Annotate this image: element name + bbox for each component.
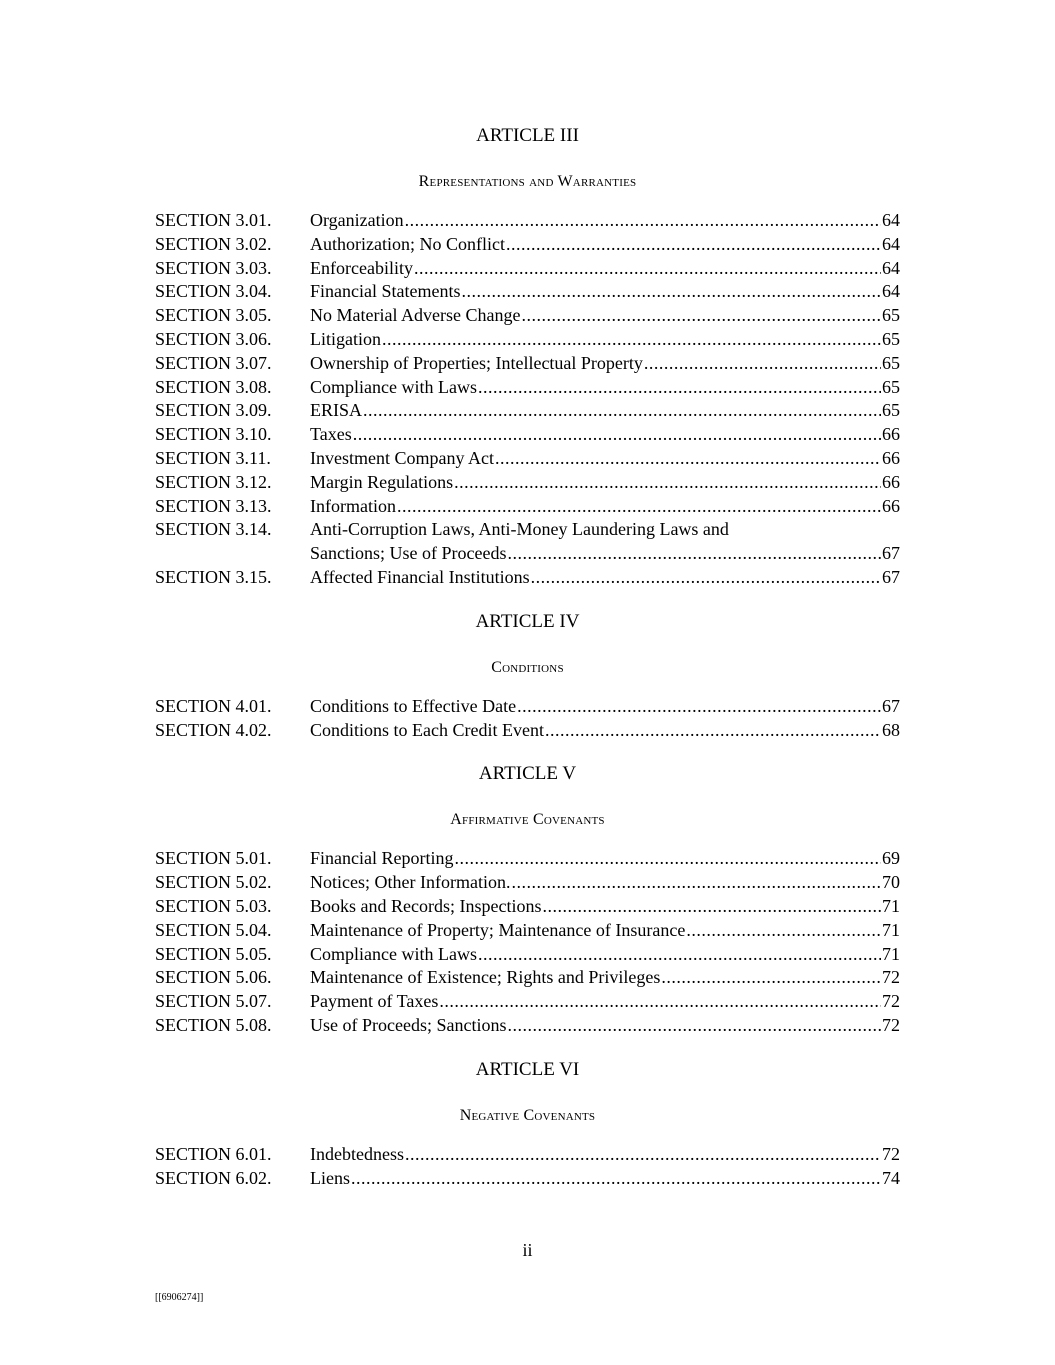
dot-leader	[517, 695, 881, 719]
dot-leader	[405, 209, 881, 233]
section-number: SECTION 3.09.	[155, 400, 272, 421]
section-page: 65	[882, 352, 900, 373]
section-title: Use of Proceeds; Sanctions	[310, 1014, 507, 1035]
toc-page	[155, 124, 900, 1190]
section-title: Books and Records; Inspections	[310, 895, 542, 916]
article-heading: ARTICLE IV	[475, 610, 580, 632]
page-number: ii	[522, 1240, 533, 1260]
section-page: 70	[882, 872, 900, 893]
section-title: Payment of Taxes	[310, 991, 439, 1012]
section-number: SECTION 3.06.	[155, 328, 272, 349]
section-title: Margin Regulations	[310, 471, 454, 492]
dot-leader	[363, 399, 881, 423]
section-page: 71	[882, 895, 900, 916]
section-number: SECTION 3.05.	[155, 305, 272, 326]
section-page: 65	[882, 400, 900, 421]
toc-list	[155, 1143, 900, 1191]
toc-entry[interactable]	[155, 695, 900, 719]
section-number: SECTION 5.08.	[155, 1014, 272, 1035]
dot-leader	[511, 871, 881, 895]
section-title: Affected Financial Institutions	[310, 566, 530, 587]
section-page: 72	[882, 1014, 900, 1035]
section-number: SECTION 3.11.	[155, 447, 271, 468]
section-title: Compliance with Laws	[310, 376, 477, 397]
section-page: 67	[882, 543, 900, 564]
dot-leader	[686, 919, 881, 943]
section-title: Organization	[310, 210, 404, 230]
section-title: Financial Reporting	[310, 848, 454, 869]
section-number: SECTION 5.04.	[155, 919, 272, 940]
section-page: 64	[882, 233, 900, 254]
section-title: Anti-Corruption Laws, Anti-Money Laundering Laws and	[310, 519, 729, 540]
section-page: 69	[882, 848, 900, 869]
section-number: SECTION 6.02.	[155, 1167, 272, 1188]
section-page: 72	[882, 991, 900, 1012]
dot-leader	[478, 376, 881, 400]
section-title: Ownership of Properties; Intellectual Property	[310, 352, 643, 373]
dot-leader	[382, 328, 881, 352]
section-number: SECTION 3.07.	[155, 352, 272, 373]
article-subtitle: Representations and Warranties	[418, 173, 637, 190]
article-heading: ARTICLE III	[476, 125, 579, 146]
section-title: Authorization; No Conflict	[310, 233, 505, 254]
article-block	[155, 1058, 900, 1191]
toc-entry[interactable]	[155, 566, 900, 590]
section-title: Conditions to Effective Date	[310, 695, 517, 716]
toc-entry[interactable]	[155, 847, 900, 871]
dot-leader	[545, 719, 881, 743]
dot-leader	[478, 943, 881, 967]
section-number: SECTION 3.08.	[155, 376, 272, 397]
section-page: 68	[882, 719, 900, 740]
toc-list	[155, 847, 900, 1037]
section-page: 67	[882, 695, 900, 716]
dot-leader	[495, 447, 881, 471]
dot-leader	[454, 847, 881, 871]
section-title: No Material Adverse Change	[310, 305, 521, 326]
article-subtitle: Negative Covenants	[459, 1106, 596, 1124]
toc-entry[interactable]	[155, 257, 900, 281]
section-title: Enforceability	[310, 257, 413, 278]
dot-leader	[397, 495, 881, 519]
article-subtitle: Conditions	[491, 658, 564, 676]
article-heading: ARTICLE V	[478, 763, 577, 785]
toc-entry[interactable]	[155, 233, 900, 257]
section-number: SECTION 4.01.	[155, 695, 272, 716]
toc-list	[155, 209, 900, 590]
article-heading: ARTICLE VI	[475, 1058, 580, 1080]
section-number: SECTION 3.10.	[155, 424, 272, 445]
section-number: SECTION 5.03.	[155, 895, 272, 916]
section-number: SECTION 3.13.	[155, 495, 272, 516]
dot-leader	[461, 280, 881, 304]
section-page: 64	[882, 281, 900, 302]
section-title: Financial Statements	[310, 281, 461, 302]
dot-leader	[351, 1167, 881, 1191]
toc-entry[interactable]	[155, 966, 900, 990]
dot-leader	[506, 233, 881, 257]
toc-entry[interactable]	[155, 399, 900, 423]
section-title: Liens	[310, 1167, 350, 1188]
section-page: 65	[882, 328, 900, 349]
toc-entry[interactable]	[155, 447, 900, 471]
section-number: SECTION 5.05.	[155, 943, 272, 964]
section-number: SECTION 3.03.	[155, 257, 272, 278]
section-number: SECTION 3.14.	[155, 519, 272, 540]
toc-entry[interactable]	[155, 990, 900, 1014]
section-title: Maintenance of Existence; Rights and Privileges	[310, 967, 661, 988]
toc-entry[interactable]	[155, 1143, 900, 1167]
document-id: [[6906274]]	[155, 1292, 204, 1303]
article-subtitle: Affirmative Covenants	[450, 811, 605, 829]
section-title: Litigation	[310, 328, 381, 349]
section-title-continued: Sanctions; Use of Proceeds	[310, 543, 507, 564]
toc-entry[interactable]	[155, 471, 900, 495]
toc-entry[interactable]	[155, 280, 900, 304]
toc-entry[interactable]	[155, 376, 900, 400]
toc-entry[interactable]	[155, 352, 900, 376]
dot-leader	[644, 352, 881, 376]
section-page: 64	[882, 257, 900, 278]
toc-entry[interactable]	[155, 328, 900, 352]
dot-leader	[439, 990, 881, 1014]
section-page: 72	[882, 1143, 900, 1164]
toc-entry[interactable]	[155, 304, 900, 328]
section-page: 71	[882, 919, 900, 940]
toc-entry[interactable]	[155, 943, 900, 967]
section-page: 66	[882, 495, 900, 516]
section-number: SECTION 3.15.	[155, 566, 272, 587]
dot-leader	[521, 304, 881, 328]
section-number: SECTION 3.12.	[155, 471, 272, 492]
section-number: SECTION 6.01.	[155, 1143, 272, 1164]
section-page: 74	[882, 1167, 900, 1188]
toc-entry[interactable]	[155, 495, 900, 519]
section-title: ERISA	[310, 400, 363, 421]
section-title: Maintenance of Property; Maintenance of Insurance	[310, 919, 686, 940]
section-number: SECTION 5.07.	[155, 991, 272, 1012]
section-title: Investment Company Act	[310, 447, 494, 468]
section-page: 66	[882, 471, 900, 492]
dot-leader	[414, 257, 881, 281]
toc-entry[interactable]	[155, 919, 900, 943]
section-number: SECTION 3.04.	[155, 281, 272, 302]
dot-leader	[507, 1014, 881, 1038]
toc-entry[interactable]	[155, 1014, 900, 1038]
section-title: Notices; Other Information.	[310, 872, 511, 893]
section-page: 65	[882, 376, 900, 397]
dot-leader	[661, 966, 881, 990]
section-title: Compliance with Laws	[310, 943, 477, 964]
section-page: 64	[882, 210, 900, 230]
toc-list	[155, 695, 900, 743]
dot-leader	[542, 895, 881, 919]
toc-entry[interactable]	[155, 209, 900, 233]
toc-entry[interactable]	[155, 719, 900, 743]
section-title: Taxes	[310, 424, 352, 445]
toc-entry[interactable]	[155, 423, 900, 447]
toc-entry[interactable]	[155, 1167, 900, 1191]
toc-entry-continuation[interactable]	[155, 542, 900, 566]
dot-leader	[531, 566, 881, 590]
section-number: SECTION 3.02.	[155, 233, 272, 254]
section-page: 65	[882, 305, 900, 326]
section-number: SECTION 5.02.	[155, 872, 272, 893]
section-page: 66	[882, 447, 900, 468]
article-block	[155, 124, 900, 590]
section-page: 66	[882, 424, 900, 445]
dot-leader	[454, 471, 881, 495]
section-page: 71	[882, 943, 900, 964]
toc-entry[interactable]	[155, 518, 900, 542]
section-page: 67	[882, 566, 900, 587]
section-number: SECTION 4.02.	[155, 719, 272, 740]
article-block	[155, 610, 900, 743]
article-block	[155, 762, 900, 1037]
dot-leader	[353, 423, 881, 447]
dot-leader	[507, 542, 881, 566]
section-title: Indebtedness	[310, 1143, 404, 1164]
toc-entry[interactable]	[155, 895, 900, 919]
section-page: 72	[882, 967, 900, 988]
dot-leader	[405, 1143, 881, 1167]
toc-entry[interactable]	[155, 871, 900, 895]
section-title: Conditions to Each Credit Event	[310, 719, 544, 740]
section-number: SECTION 5.01.	[155, 848, 272, 869]
section-number: SECTION 5.06.	[155, 967, 272, 988]
section-title: Information	[310, 495, 396, 516]
section-number: SECTION 3.01.	[155, 210, 272, 230]
